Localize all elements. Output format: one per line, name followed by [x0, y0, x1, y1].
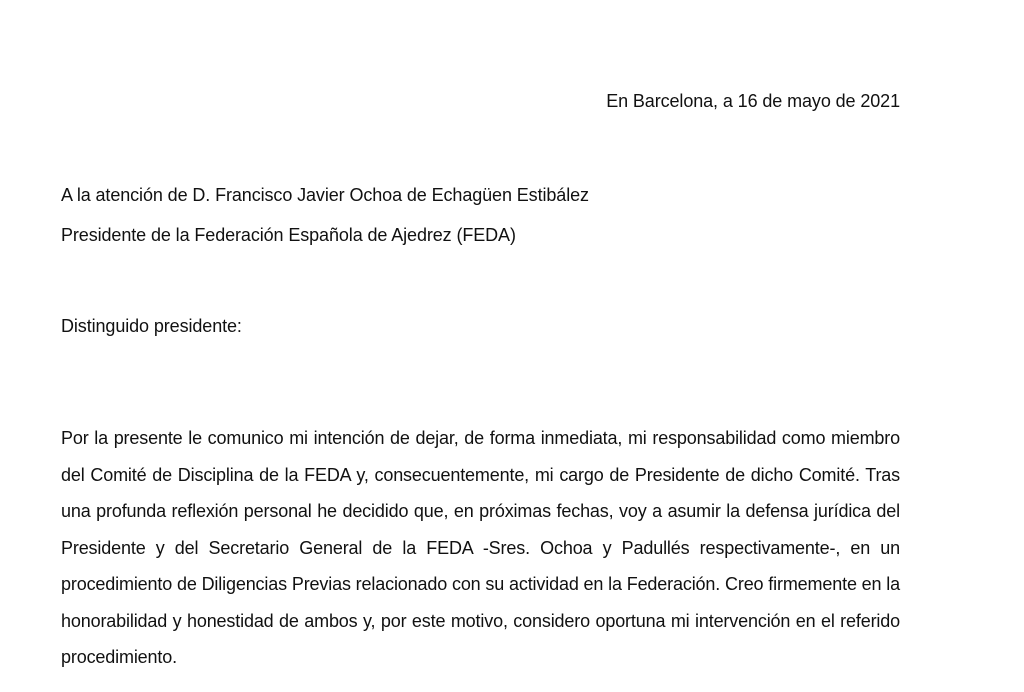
addressee-name: A la atención de D. Francisco Javier Ochoa de Echagüen Estibález — [61, 185, 589, 205]
letter-date: En Barcelona, a 16 de mayo de 2021 — [606, 91, 900, 111]
addressee-block — [61, 175, 589, 255]
body-paragraph: Por la presente le comunico mi intención de dejar, de forma inmediata, mi responsabilidad como miembro del Comité de Disciplina de la FEDA y, consecuentemente, mi cargo de Presidente de dicho Comité. Tras una profunda reflexión personal he decidido que, en próximas fechas, voy a asumir la defensa jurídica del Presidente y del Secretario General de la FEDA -Sres. Ochoa y Padullés respectivamente-, en un procedimiento de Diligencias Previas relacionado con su actividad en la Federación. Creo firmemente en la honorabilidad y honestidad de ambos y, por este motivo, considero oportuna mi intervención en el referido procedimiento. — [61, 428, 900, 667]
letter-greeting: Distinguido presidente: — [61, 316, 242, 336]
addressee-title: Presidente de la Federación Española de Ajedrez (FEDA) — [61, 225, 516, 245]
